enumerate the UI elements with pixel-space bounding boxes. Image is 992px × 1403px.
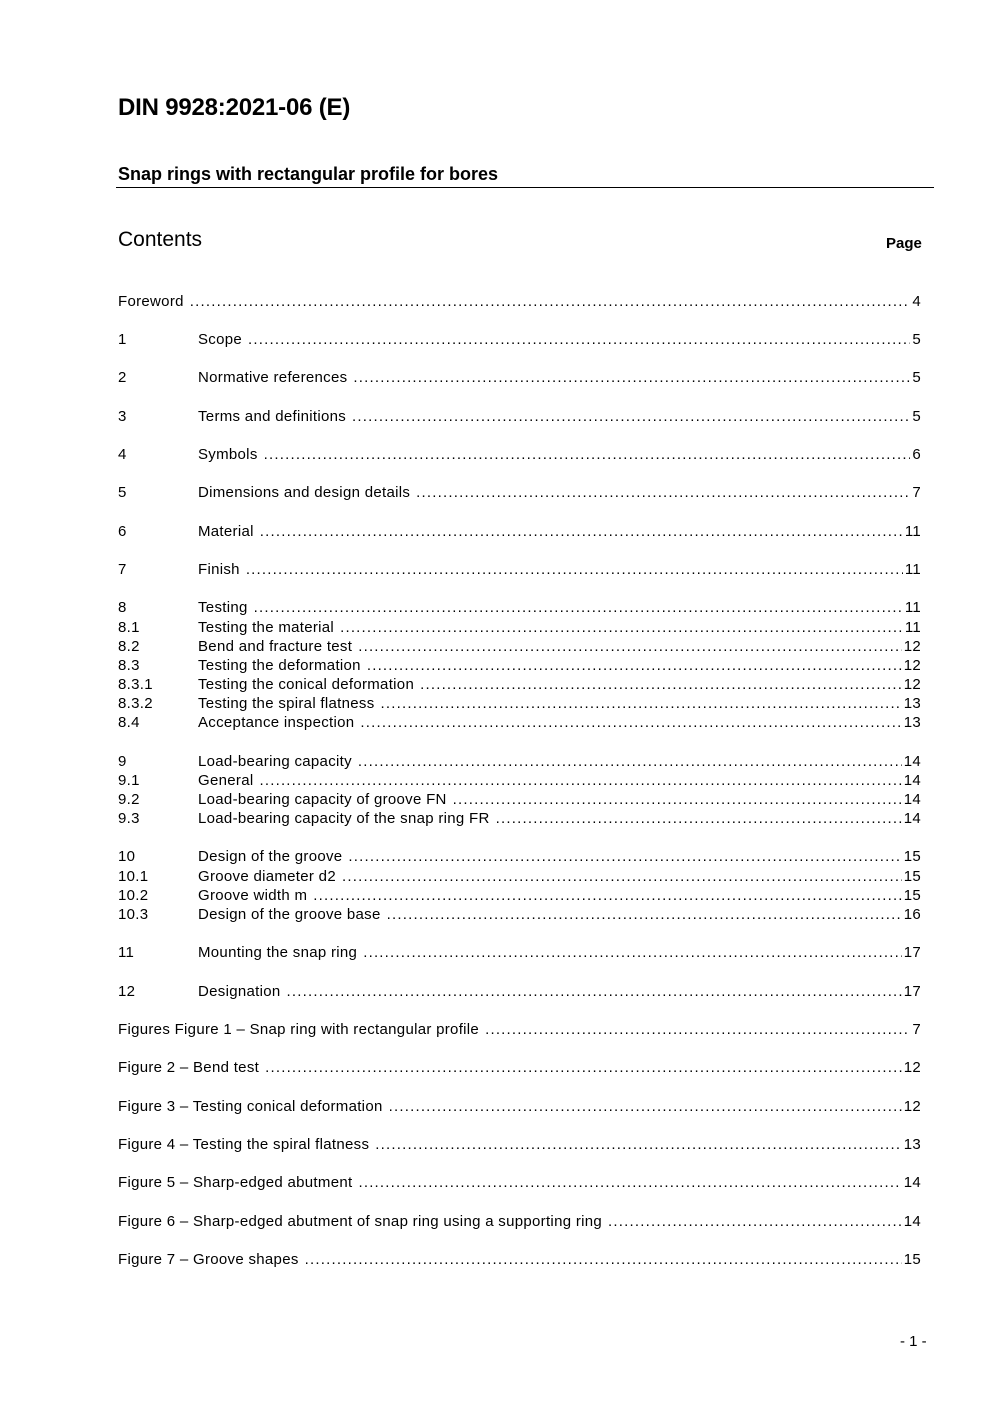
toc-dot-leader xyxy=(358,753,902,771)
toc-dot-leader xyxy=(305,1251,902,1269)
toc-entry[interactable] xyxy=(118,657,921,675)
toc-entry-page: 14 xyxy=(903,810,921,827)
toc-entry-page: 11 xyxy=(904,561,921,578)
toc-entry-page: 12 xyxy=(903,1059,921,1076)
toc-dot-leader xyxy=(265,1059,902,1077)
toc-entry-number: 5 xyxy=(118,484,127,501)
toc-entry-page: 14 xyxy=(903,772,921,789)
document-title: DIN 9928:2021-06 (E) xyxy=(118,94,351,121)
toc-entry-page: 6 xyxy=(912,446,921,463)
toc-dot-leader xyxy=(608,1213,902,1231)
toc-entry-page: 7 xyxy=(912,484,921,501)
toc-entry-number: 3 xyxy=(118,408,127,425)
toc-entry-page: 13 xyxy=(903,695,921,712)
toc-entry-page: 15 xyxy=(903,887,921,904)
toc-entry-title: Design of the groove base xyxy=(198,906,381,923)
toc-entry-title: Dimensions and design details xyxy=(198,484,411,501)
toc-entry-page: 4 xyxy=(912,293,921,310)
toc-entry-page: 11 xyxy=(904,523,921,540)
toc-entry[interactable] xyxy=(118,1021,921,1039)
toc-entry[interactable] xyxy=(118,868,921,886)
toc-dot-leader xyxy=(313,887,901,905)
toc-entry[interactable] xyxy=(118,791,921,809)
toc-dot-leader xyxy=(363,944,902,962)
toc-dot-leader xyxy=(287,983,902,1001)
toc-entry-number: 9.1 xyxy=(118,772,140,789)
toc-entry[interactable] xyxy=(118,772,921,790)
toc-entry-title: Load-bearing capacity xyxy=(198,753,352,770)
toc-entry-page: 13 xyxy=(903,714,921,731)
toc-dot-leader xyxy=(389,1098,902,1116)
toc-entry-number: 8.4 xyxy=(118,714,140,731)
toc-dot-leader xyxy=(420,676,902,694)
toc-entry[interactable] xyxy=(118,619,921,637)
toc-entry[interactable] xyxy=(118,484,921,502)
toc-dot-leader xyxy=(453,791,902,809)
toc-entry-number: 2 xyxy=(118,369,127,386)
toc-entry-title: Material xyxy=(198,523,254,540)
toc-dot-leader xyxy=(254,599,903,617)
toc-entry-number: 7 xyxy=(118,561,127,578)
toc-dot-leader xyxy=(353,369,910,387)
toc-entry-title: Figure 4 – Testing the spiral flatness xyxy=(118,1136,370,1153)
toc-entry[interactable] xyxy=(118,1251,921,1269)
toc-entry[interactable] xyxy=(118,293,921,311)
toc-entry-number: 8.3 xyxy=(118,657,140,674)
toc-dot-leader xyxy=(485,1021,910,1039)
toc-entry-number: 8.1 xyxy=(118,619,140,636)
toc-entry-title: Scope xyxy=(198,331,243,348)
toc-dot-leader xyxy=(360,714,901,732)
toc-entry-page: 15 xyxy=(903,848,921,865)
toc-entry-page: 14 xyxy=(903,791,921,808)
toc-dot-leader xyxy=(342,868,902,886)
toc-entry-title: Figure 6 – Sharp-edged abutment of snap ring using a supporting ring xyxy=(118,1213,603,1230)
toc-entry-title: Testing the material xyxy=(198,619,335,636)
toc-entry-title: Symbols xyxy=(198,446,258,463)
toc-entry-number: 9.3 xyxy=(118,810,140,827)
toc-entry[interactable] xyxy=(118,753,921,771)
toc-entry-page: 14 xyxy=(903,1213,921,1230)
toc-entry-title: Groove diameter d2 xyxy=(198,868,336,885)
toc-entry-page: 16 xyxy=(903,906,921,923)
toc-entry[interactable] xyxy=(118,887,921,905)
toc-entry-title: Designation xyxy=(198,983,281,1000)
toc-entry-title: Mounting the snap ring xyxy=(198,944,358,961)
toc-entry-page: 12 xyxy=(903,1098,921,1115)
toc-entry-title: Normative references xyxy=(198,369,348,386)
toc-entry-number: 1 xyxy=(118,331,127,348)
toc-dot-leader xyxy=(246,561,903,579)
toc-entry-title: Acceptance inspection xyxy=(198,714,355,731)
toc-entry-page: 14 xyxy=(903,1174,921,1191)
toc-entry-number: 10.2 xyxy=(118,887,149,904)
document-subtitle: Snap rings with rectangular profile for bores xyxy=(118,164,499,184)
toc-entry[interactable] xyxy=(118,906,921,924)
toc-entry[interactable] xyxy=(118,1213,921,1231)
toc-entry-page: 11 xyxy=(904,599,921,616)
toc-dot-leader xyxy=(260,523,903,541)
toc-dot-leader xyxy=(416,484,910,502)
toc-entry-page: 12 xyxy=(903,676,921,693)
toc-entry-number: 6 xyxy=(118,523,127,540)
toc-dot-leader xyxy=(190,293,911,311)
toc-entry-title: Load-bearing capacity of groove FN xyxy=(198,791,447,808)
toc-entry[interactable] xyxy=(118,1136,921,1154)
toc-entry-title: Testing the deformation xyxy=(198,657,361,674)
toc-entry-title: Figure 7 – Groove shapes xyxy=(118,1251,299,1268)
toc-dot-leader xyxy=(259,772,901,790)
toc-entry-number: 9 xyxy=(118,753,127,770)
toc-entry[interactable] xyxy=(118,523,921,541)
toc-entry[interactable] xyxy=(118,848,921,866)
toc-entry[interactable] xyxy=(118,714,921,732)
toc-dot-leader xyxy=(348,848,901,866)
toc-entry-title: Figures Figure 1 – Snap ring with rectangular profile xyxy=(118,1021,480,1038)
toc-dot-leader xyxy=(248,331,910,349)
toc-entry-title: Testing the conical deformation xyxy=(198,676,415,693)
toc-entry-page: 14 xyxy=(903,753,921,770)
toc-dot-leader xyxy=(340,619,903,637)
toc-entry[interactable] xyxy=(118,408,921,426)
toc-entry[interactable] xyxy=(118,695,921,713)
toc-entry-page: 12 xyxy=(903,638,921,655)
toc-entry-title: Load-bearing capacity of the snap ring FR xyxy=(198,810,490,827)
toc-entry-title: Groove width m xyxy=(198,887,308,904)
toc-dot-leader xyxy=(358,1174,901,1192)
toc-entry-page: 13 xyxy=(903,1136,921,1153)
toc-entry[interactable] xyxy=(118,1059,921,1077)
toc-entry-page: 5 xyxy=(912,331,921,348)
toc-dot-leader xyxy=(381,695,902,713)
toc-entry[interactable] xyxy=(118,944,921,962)
toc-entry-number: 8.3.1 xyxy=(118,676,153,693)
page-column-heading: Page xyxy=(886,235,922,252)
title-rule xyxy=(116,187,934,188)
toc-entry[interactable] xyxy=(118,638,921,656)
toc-dot-leader xyxy=(496,810,902,828)
toc-entry[interactable] xyxy=(118,369,921,387)
toc-dot-leader xyxy=(264,446,911,464)
toc-entry-number: 8.2 xyxy=(118,638,140,655)
toc-entry-number: 10 xyxy=(118,848,136,865)
toc-entry-title: Finish xyxy=(198,561,240,578)
toc-entry-page: 15 xyxy=(903,1251,921,1268)
toc-entry-title: Figure 2 – Bend test xyxy=(118,1059,260,1076)
toc-entry-page: 5 xyxy=(912,408,921,425)
toc-entry[interactable] xyxy=(118,1174,921,1192)
toc-entry-title: Terms and definitions xyxy=(198,408,347,425)
toc-entry-number: 10.1 xyxy=(118,868,149,885)
toc-entry-page: 17 xyxy=(903,944,921,961)
toc-entry-title: Bend and fracture test xyxy=(198,638,353,655)
toc-dot-leader xyxy=(358,638,902,656)
toc-dot-leader xyxy=(352,408,910,426)
toc-entry-page: 17 xyxy=(903,983,921,1000)
contents-heading: Contents xyxy=(118,228,203,251)
toc-entry[interactable] xyxy=(118,1098,921,1116)
toc-entry-number: 9.2 xyxy=(118,791,140,808)
toc-entry-page: 7 xyxy=(912,1021,921,1038)
toc-entry-page: 5 xyxy=(912,369,921,386)
toc-entry[interactable] xyxy=(118,810,921,828)
toc-dot-leader xyxy=(387,906,902,924)
toc-entry-page: 15 xyxy=(903,868,921,885)
toc-entry[interactable] xyxy=(118,561,921,579)
footer-page-number: - 1 - xyxy=(900,1333,927,1350)
toc-entry-title: General xyxy=(198,772,254,789)
toc-entry-title: Foreword xyxy=(118,293,184,310)
toc-entry[interactable] xyxy=(118,331,921,349)
toc-entry-number: 4 xyxy=(118,446,127,463)
toc-entry-page: 11 xyxy=(904,619,921,636)
toc-entry-number: 8.3.2 xyxy=(118,695,153,712)
toc-entry-number: 11 xyxy=(118,944,135,961)
toc-entry-number: 12 xyxy=(118,983,136,1000)
toc-dot-leader xyxy=(367,657,902,675)
toc-entry-number: 8 xyxy=(118,599,127,616)
toc-entry-title: Design of the groove xyxy=(198,848,343,865)
toc-entry-number: 10.3 xyxy=(118,906,149,923)
toc-entry[interactable] xyxy=(118,599,921,617)
toc-entry-title: Figure 3 – Testing conical deformation xyxy=(118,1098,383,1115)
toc-entry-title: Figure 5 – Sharp-edged abutment xyxy=(118,1174,353,1191)
toc-entry-page: 12 xyxy=(903,657,921,674)
toc-entry[interactable] xyxy=(118,676,921,694)
toc-dot-leader xyxy=(375,1136,901,1154)
toc-entry[interactable] xyxy=(118,446,921,464)
toc-entry-title: Testing the spiral flatness xyxy=(198,695,375,712)
toc-entry-title: Testing xyxy=(198,599,248,616)
toc-entry[interactable] xyxy=(118,983,921,1001)
